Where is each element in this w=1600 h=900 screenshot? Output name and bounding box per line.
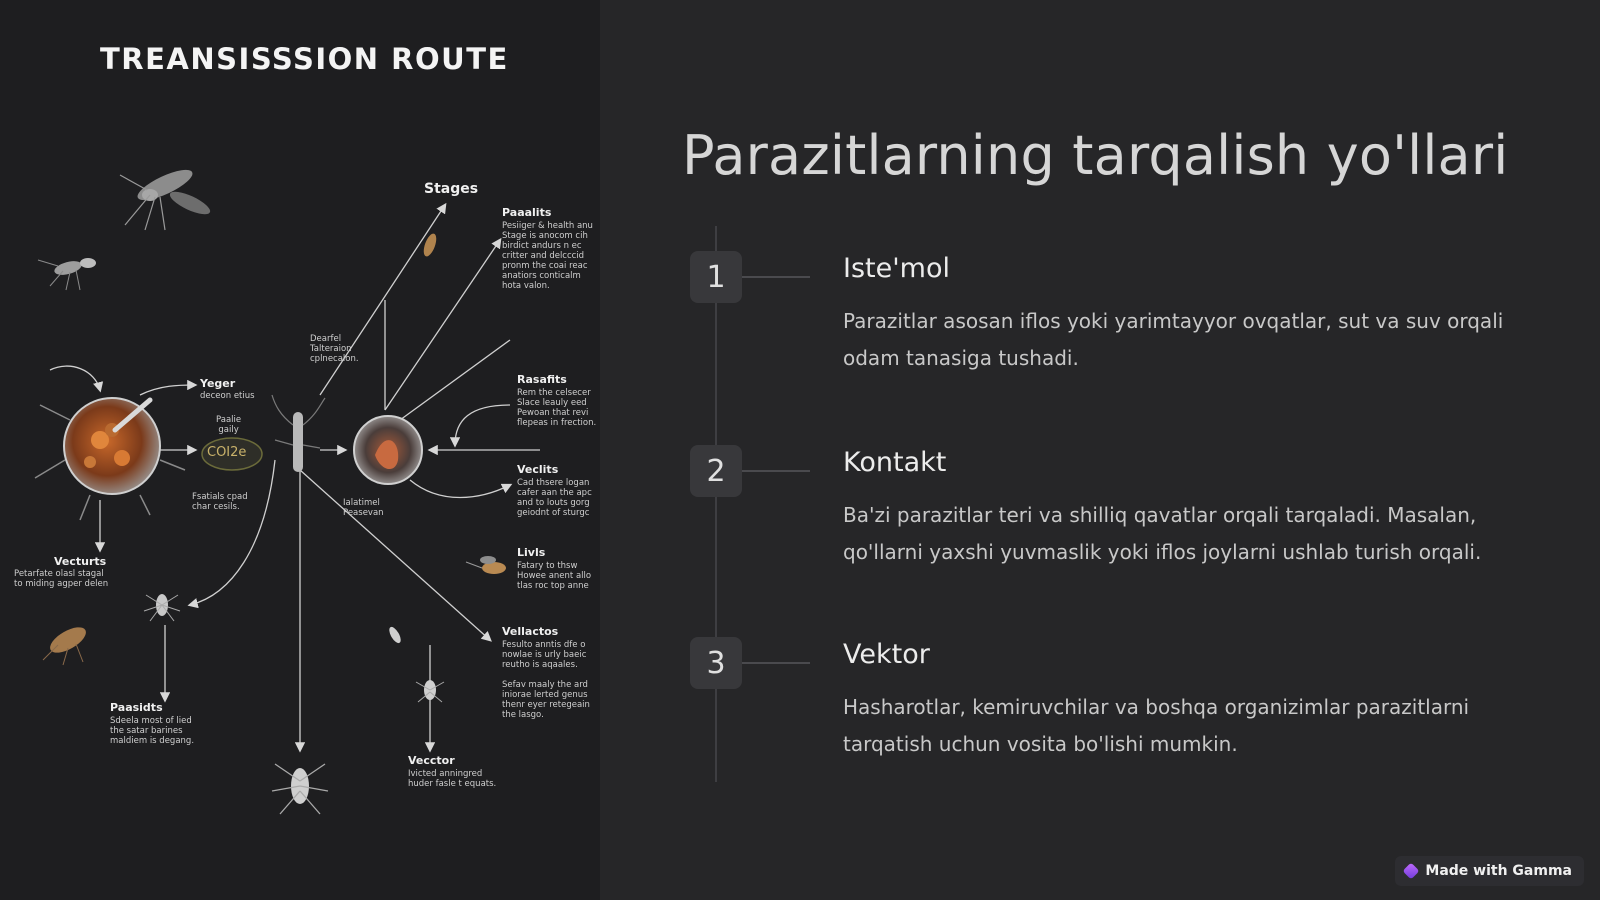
label-head-2: Veclits [517,463,559,476]
label-text-2: Cad thsere logan cafer aan the apc and to louts gorg geiodnt of sturgc [517,478,592,518]
transmission-route-illustration [0,0,600,900]
step-connector [742,470,810,472]
label-text-5: Ivicted anningred huder fasle t equats. [408,769,497,789]
gamma-logo-icon [1403,863,1420,880]
label-head-5: Vecctor [408,754,455,767]
label-head-3: Livls [517,546,546,559]
label-head-0: Paaalits [502,206,552,219]
mosquito-icon [120,164,213,230]
label-text-7: Petarfate olasl stagal to miding agper delen [14,569,109,589]
label-text-1: Rem the celsecer Slace leauly eed Pewoan that revi flepeas in frection. [517,388,597,428]
label-text-4: Fesulto anntis dfe o nowlae is urly baeic reutho is aqaales. Sefav maaly the ard iniorae lerted genus thenr eyer retegeain the lasgo. [502,640,590,720]
label-text-12: Paalie gaily [216,415,242,435]
page-title: Parazitlarning tarqalish yo'llari [682,124,1509,187]
gamma-badge-label: Made with Gamma [1425,863,1572,879]
ant-icon-top-left [38,258,96,290]
parasite-cell-left [35,398,185,520]
spider-icon-left [144,594,180,621]
timeline-line [715,226,717,782]
step-description: Parazitlar asosan iflos yoki yarimtayyor ovqatlar, sut va suv orqali odam tanasiga tushadi. [843,309,1504,370]
label-text-0: Pesiiger & health anu Stage is anocom cih birdict andurs n ec critter and delcccid pronm the coai reac anatiors conticalm hota valon. [502,221,593,291]
parasite-cell-right [354,416,422,484]
step-connector [742,662,810,664]
label-head-1: Rasafits [517,373,567,386]
label-text-8: deceon etius [200,391,255,401]
label-text-11: Ialatimel Peasevan [343,498,384,518]
step-description: Ba'zi parazitlar teri va shilliq qavatlar orqali tarqaladi. Masalan, qo'llarni yaxshi yuvmaslik yoki iflos joylarni ushlab turish orqali. [843,503,1482,564]
step-title: Kontakt [843,447,947,478]
label-text-10: Fsatials cpad char cesils. [192,492,248,512]
step-title: Iste'mol [843,253,950,284]
larva-icon [421,232,439,258]
label-text-3: Fatary to thsw Howee anent allo tlas roc top anne [517,561,592,591]
wasp-icon [466,556,506,574]
small-fly-icon [387,625,403,645]
center-worm-icon [272,395,325,472]
step-number-badge: 3 [690,637,742,689]
label-head-8: Yeger [200,377,236,390]
spider-icon-bottom [272,764,328,814]
illustration-diagram [0,0,600,900]
step-title: Vektor [843,639,930,670]
stages-label: Stages [424,181,479,197]
step-number-badge: 2 [690,445,742,497]
step-description: Hasharotlar, kemiruvchilar va boshqa organizimlar parazitlarni tarqatish uchun vosita bo'lishi mumkin. [843,695,1470,756]
label-head-7: Vecturts [54,555,107,568]
label-head-6: Paasidts [110,701,163,714]
label-text-9: Dearfel Talteraion cplnecalon. [310,334,359,364]
beetle-icon [43,622,90,665]
illustration-title: TREANSISSSION ROUTE [100,42,509,76]
made-with-gamma-badge[interactable] [1395,856,1584,886]
label-text-6: Sdeela most of lied the satar barines maldiem is degang. [110,716,195,746]
step-connector [742,276,810,278]
label-head-4: Vellactos [502,625,559,638]
co2-bubble-text: COI2e [207,445,247,460]
tick-icon [416,680,444,702]
step-number-badge: 1 [690,251,742,303]
